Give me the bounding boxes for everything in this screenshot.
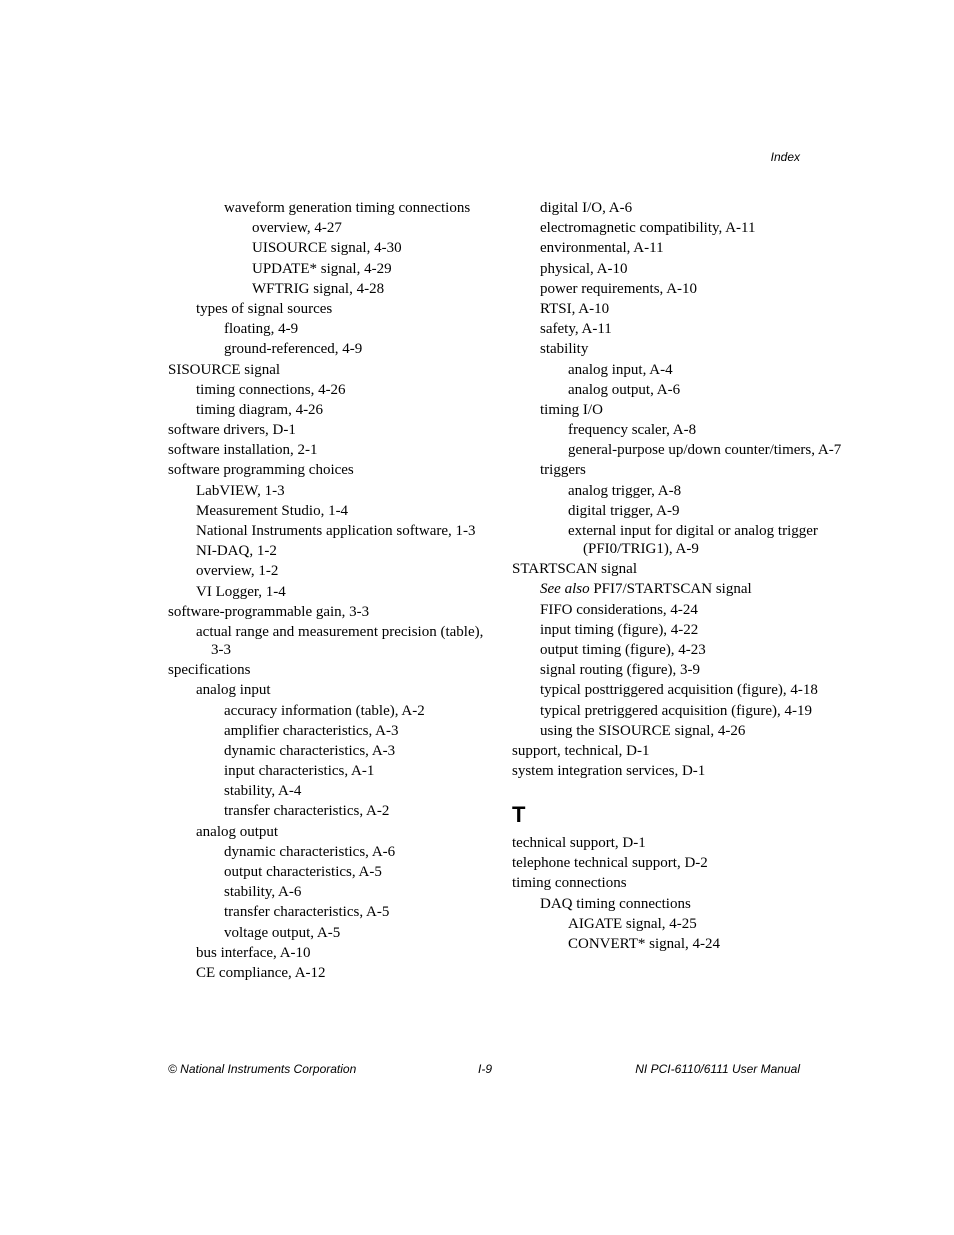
- index-entry: output timing (figure), 4-23: [540, 641, 706, 658]
- index-entry: general-purpose up/down counter/timers, A-7: [568, 442, 842, 459]
- index-entry: accuracy information (table), A-2: [224, 702, 425, 719]
- index-entry: system integration services, D-1: [512, 763, 706, 780]
- index-entry: floating, 4-9: [224, 321, 299, 338]
- index-entry: bus interface, A-10: [196, 944, 311, 961]
- index-entry: timing I/O: [540, 401, 603, 418]
- index-entry: timing connections, 4-26: [196, 381, 346, 398]
- index-entry: signal routing (figure), 3-9: [540, 662, 700, 679]
- index-entry: physical, A-10: [540, 260, 628, 277]
- index-entry: analog output, A-6: [568, 381, 681, 398]
- footer-copyright: © National Instruments Corporation: [168, 1062, 357, 1076]
- index-entry: safety, A-11: [540, 321, 612, 338]
- index-entry: dynamic characteristics, A-3: [224, 742, 396, 759]
- index-entry: analog input: [196, 682, 271, 699]
- index-entry: timing diagram, 4-26: [196, 401, 324, 418]
- index-entry: NI-DAQ, 1-2: [196, 543, 277, 560]
- index-entry: CE compliance, A-12: [196, 964, 326, 981]
- letter-heading: T: [512, 802, 526, 828]
- index-entry: specifications: [168, 662, 251, 679]
- index-entry: waveform generation timing connections: [224, 200, 471, 216]
- index-entry: telephone technical support, D-2: [512, 855, 708, 872]
- index-entry: ground-referenced, 4-9: [224, 341, 363, 358]
- index-entry: LabVIEW, 1-3: [196, 482, 285, 499]
- index-entry: support, technical, D-1: [512, 742, 650, 759]
- index-entry: National Instruments application software, 1-3: [196, 523, 476, 539]
- footer-page-number: I-9: [478, 1062, 493, 1076]
- index-entry: using the SISOURCE signal, 4-26: [540, 722, 746, 739]
- index-entry: analog output: [196, 823, 279, 840]
- index-entry: analog input, A-4: [568, 361, 673, 378]
- footer-manual-title: NI PCI-6110/6111 User Manual: [635, 1062, 800, 1076]
- index-entry: input timing (figure), 4-22: [540, 621, 699, 638]
- index-entry: software-programmable gain, 3-3: [168, 603, 370, 620]
- index-entry: Measurement Studio, 1-4: [196, 502, 349, 519]
- index-entry: VI Logger, 1-4: [196, 583, 286, 600]
- index-entry: UISOURCE signal, 4-30: [252, 240, 402, 257]
- index-entry: stability: [540, 341, 589, 358]
- index-entry: UPDATE* signal, 4-29: [252, 260, 392, 277]
- index-entry: transfer characteristics, A-2: [224, 803, 390, 820]
- index-entry: dynamic characteristics, A-6: [224, 843, 396, 860]
- index-entry: environmental, A-11: [540, 240, 664, 257]
- index-entry-text: PFI7/STARTSCAN signal: [589, 581, 752, 598]
- index-entry: transfer characteristics, A-5: [224, 904, 390, 921]
- index-entry: types of signal sources: [196, 300, 333, 317]
- index-entry: electromagnetic compatibility, A-11: [540, 220, 756, 237]
- index-entry: digital trigger, A-9: [568, 502, 680, 519]
- index-entry: CONVERT* signal, 4-24: [568, 936, 721, 952]
- running-header: Index: [770, 150, 800, 164]
- index-column-right: [512, 199, 842, 955]
- index-entry: power requirements, A-10: [540, 280, 698, 297]
- index-column-left: [168, 199, 498, 984]
- index-entry: typical pretriggered acquisition (figure), 4-19: [540, 702, 812, 719]
- index-entry: stability, A-6: [224, 884, 302, 901]
- index-entry: typical posttriggered acquisition (figure), 4-18: [540, 682, 818, 699]
- index-entry: digital I/O, A-6: [540, 200, 633, 216]
- index-entry: [512, 580, 842, 598]
- index-entry: software installation, 2-1: [168, 442, 318, 459]
- index-entry: FIFO considerations, 4-24: [540, 601, 698, 618]
- index-entry: external input for digital or analog trigger (PFI0/TRIG1), A-9: [568, 523, 818, 557]
- index-entry: STARTSCAN signal: [512, 561, 637, 578]
- index-entry: RTSI, A-10: [540, 300, 610, 317]
- index-entry: stability, A-4: [224, 783, 302, 800]
- index-entry: actual range and measurement precision (table), 3-3: [196, 623, 484, 658]
- see-also-label: See also: [540, 581, 590, 598]
- index-entry: analog trigger, A-8: [568, 482, 682, 499]
- index-entry: overview, 1-2: [196, 563, 279, 580]
- index-entry: overview, 4-27: [252, 220, 342, 237]
- index-entry: DAQ timing connections: [540, 895, 691, 912]
- index-entry: amplifier characteristics, A-3: [224, 722, 399, 739]
- index-entry: triggers: [540, 462, 586, 479]
- index-entry: input characteristics, A-1: [224, 763, 375, 780]
- index-entry: technical support, D-1: [512, 835, 646, 852]
- index-entry: output characteristics, A-5: [224, 864, 382, 880]
- index-entry: AIGATE signal, 4-25: [568, 915, 697, 932]
- index-entry: WFTRIG signal, 4-28: [252, 280, 385, 297]
- index-entry: SISOURCE signal: [168, 361, 281, 378]
- index-entry: voltage output, A-5: [224, 924, 341, 941]
- index-entry: software drivers, D-1: [168, 422, 296, 439]
- index-entry: frequency scaler, A-8: [568, 422, 697, 439]
- index-entry: timing connections: [512, 875, 627, 892]
- index-entry: software programming choices: [168, 462, 354, 479]
